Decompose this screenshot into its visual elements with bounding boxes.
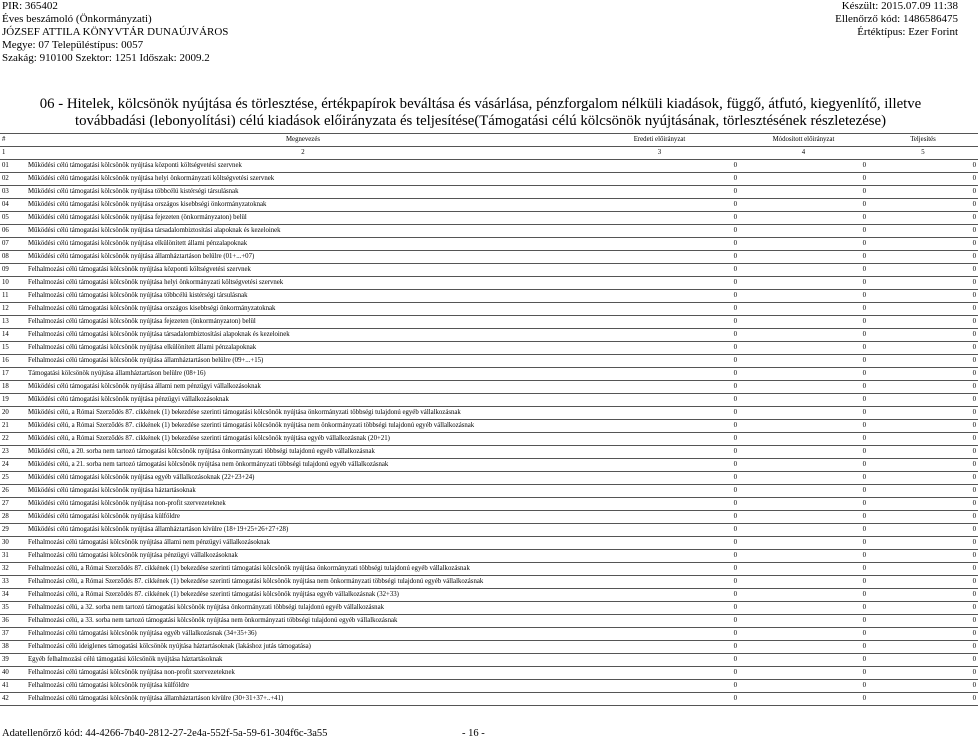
- row-modified: 0: [739, 511, 868, 524]
- table-row: [0, 381, 978, 394]
- row-number: 08: [0, 251, 26, 264]
- row-number: 25: [0, 472, 26, 485]
- row-name: Felhalmozási célú támogatási kölcsönök nyújtása fejezeten (önkormányzaton) belül: [26, 316, 580, 329]
- row-actual: 0: [868, 251, 978, 264]
- row-actual: 0: [868, 654, 978, 667]
- table-row: [0, 680, 978, 693]
- row-original: 0: [580, 160, 739, 173]
- col-number-4: 4: [739, 147, 868, 160]
- row-name: Felhalmozási célú támogatási kölcsönök nyújtása állami nem pénzügyi vállalkozásoknak: [26, 537, 580, 550]
- row-original: 0: [580, 316, 739, 329]
- row-original: 0: [580, 485, 739, 498]
- row-original: 0: [580, 680, 739, 693]
- row-name: Felhalmozási célú, a Római Szerződés 87. cikkének (1) bekezdése szerinti támogatási kölcsönök nyújtása egyéb vállalkozásnak (32+33): [26, 589, 580, 602]
- table-row: [0, 290, 978, 303]
- row-modified: 0: [739, 160, 868, 173]
- row-name: Felhalmozási célú, a Római Szerződés 87. cikkének (1) bekezdése szerinti támogatási kölcsönök nyújtása nem önkormányzati többségi tulajdonú egyéb vállalkozásnak: [26, 576, 580, 589]
- row-actual: 0: [868, 225, 978, 238]
- row-modified: 0: [739, 290, 868, 303]
- row-number: 34: [0, 589, 26, 602]
- row-actual: 0: [868, 342, 978, 355]
- row-original: 0: [580, 381, 739, 394]
- row-actual: 0: [868, 368, 978, 381]
- row-actual: 0: [868, 680, 978, 693]
- table-row: [0, 641, 978, 654]
- row-modified: 0: [739, 420, 868, 433]
- row-modified: 0: [739, 654, 868, 667]
- table-row: [0, 654, 978, 667]
- row-name: Működési célú támogatási kölcsönök nyújtása fejezeten (önkormányzaton) belül: [26, 212, 580, 225]
- row-actual: 0: [868, 563, 978, 576]
- row-actual: 0: [868, 628, 978, 641]
- row-number: 26: [0, 485, 26, 498]
- row-modified: 0: [739, 615, 868, 628]
- row-original: 0: [580, 173, 739, 186]
- row-actual: 0: [868, 381, 978, 394]
- row-actual: 0: [868, 667, 978, 680]
- table-row: [0, 407, 978, 420]
- row-modified: 0: [739, 277, 868, 290]
- row-name: Felhalmozási célú támogatási kölcsönök nyújtása társadalombiztosítási alapoknak és kezeloinek: [26, 329, 580, 342]
- row-number: 23: [0, 446, 26, 459]
- row-number: 36: [0, 615, 26, 628]
- row-name: Működési célú támogatási kölcsönök nyújtása állami nem pénzügyi vállalkozásoknak: [26, 381, 580, 394]
- table-row: [0, 251, 978, 264]
- row-original: 0: [580, 251, 739, 264]
- table-row: [0, 160, 978, 173]
- row-name: Felhalmozási célú támogatási kölcsönök nyújtása államháztartáson belülre (09+...+15): [26, 355, 580, 368]
- row-modified: 0: [739, 238, 868, 251]
- table-row: [0, 433, 978, 446]
- table-row: [0, 472, 978, 485]
- table-row: [0, 277, 978, 290]
- row-name: Működési célú támogatási kölcsönök nyújtása országos kisebbségi önkormányzatoknak: [26, 199, 580, 212]
- row-original: 0: [580, 667, 739, 680]
- table-row: [0, 459, 978, 472]
- row-original: 0: [580, 186, 739, 199]
- row-modified: 0: [739, 680, 868, 693]
- table-row: [0, 303, 978, 316]
- row-number: 06: [0, 225, 26, 238]
- row-actual: 0: [868, 212, 978, 225]
- value-type-line: Értéktípus: Ezer Forint: [857, 26, 958, 38]
- row-modified: 0: [739, 316, 868, 329]
- table-row: [0, 524, 978, 537]
- row-name: Működési célú, a Római Szerződés 87. cikkének (1) bekezdése szerinti támogatási kölcsönök nyújtása egyéb vállalkozásnak (20+21): [26, 433, 580, 446]
- row-modified: 0: [739, 264, 868, 277]
- row-number: 14: [0, 329, 26, 342]
- table-row: [0, 602, 978, 615]
- row-name: Működési célú támogatási kölcsönök nyújtása háztartásoknak: [26, 485, 580, 498]
- row-original: 0: [580, 537, 739, 550]
- row-modified: 0: [739, 173, 868, 186]
- row-name: Felhalmozási célú támogatási kölcsönök nyújtása központi költségvetési szervnek: [26, 264, 580, 277]
- row-modified: 0: [739, 303, 868, 316]
- table-row: [0, 199, 978, 212]
- row-number: 21: [0, 420, 26, 433]
- row-actual: 0: [868, 433, 978, 446]
- column-number-row: [0, 147, 978, 160]
- row-number: 27: [0, 498, 26, 511]
- table-row: [0, 212, 978, 225]
- table-row: [0, 368, 978, 381]
- row-number: 11: [0, 290, 26, 303]
- row-original: 0: [580, 511, 739, 524]
- table-row: [0, 667, 978, 680]
- row-number: 28: [0, 511, 26, 524]
- row-modified: 0: [739, 602, 868, 615]
- col-number-3: 3: [580, 147, 739, 160]
- table-row: [0, 511, 978, 524]
- row-number: 03: [0, 186, 26, 199]
- row-modified: 0: [739, 563, 868, 576]
- row-number: 17: [0, 368, 26, 381]
- row-actual: 0: [868, 459, 978, 472]
- row-number: 22: [0, 433, 26, 446]
- row-actual: 0: [868, 602, 978, 615]
- created-line: Készült: 2015.07.09 11:38: [841, 0, 958, 12]
- row-modified: 0: [739, 498, 868, 511]
- row-actual: 0: [868, 199, 978, 212]
- row-name: Működési célú támogatási kölcsönök nyújtása egyéb vállalkozásoknak (22+23+24): [26, 472, 580, 485]
- row-original: 0: [580, 303, 739, 316]
- row-modified: 0: [739, 342, 868, 355]
- row-number: 10: [0, 277, 26, 290]
- row-actual: 0: [868, 173, 978, 186]
- row-name: Működési célú támogatási kölcsönök nyújtása államháztartáson belülre (01+...+07): [26, 251, 580, 264]
- table-row: [0, 316, 978, 329]
- row-number: 07: [0, 238, 26, 251]
- row-original: 0: [580, 329, 739, 342]
- row-name: Működési célú támogatási kölcsönök nyújtása társadalombiztosítási alapoknak és kezeloinek: [26, 225, 580, 238]
- col-number-2: 2: [26, 147, 580, 160]
- row-original: 0: [580, 654, 739, 667]
- row-actual: 0: [868, 641, 978, 654]
- row-original: 0: [580, 212, 739, 225]
- pir-line: PIR: 365402: [2, 0, 58, 12]
- row-modified: 0: [739, 212, 868, 225]
- table-row: [0, 173, 978, 186]
- table-row: [0, 615, 978, 628]
- row-number: 20: [0, 407, 26, 420]
- row-actual: 0: [868, 186, 978, 199]
- row-original: 0: [580, 277, 739, 290]
- row-modified: 0: [739, 199, 868, 212]
- table-row: [0, 329, 978, 342]
- row-name: Felhalmozási célú támogatási kölcsönök nyújtása non-profit szervezeteknek: [26, 667, 580, 680]
- row-modified: 0: [739, 550, 868, 563]
- row-modified: 0: [739, 251, 868, 264]
- row-number: 30: [0, 537, 26, 550]
- row-actual: 0: [868, 498, 978, 511]
- row-original: 0: [580, 602, 739, 615]
- row-name: Felhalmozási célú támogatási kölcsönök nyújtása helyi önkormányzati költségvetési szervnek: [26, 277, 580, 290]
- table-row: [0, 589, 978, 602]
- col-header-name: Megnevezés: [26, 134, 580, 147]
- row-original: 0: [580, 368, 739, 381]
- table-header-row: [0, 134, 978, 147]
- row-name: Felhalmozási célú támogatási kölcsönök nyújtása államháztartáson kívülre (30+31+37+..+41): [26, 693, 580, 706]
- row-actual: 0: [868, 264, 978, 277]
- row-actual: 0: [868, 615, 978, 628]
- table-row: [0, 186, 978, 199]
- row-name: Felhalmozási célú támogatási kölcsönök nyújtása pénzügyi vállalkozásoknak: [26, 550, 580, 563]
- col-header-actual: Teljesítés: [868, 134, 978, 147]
- row-original: 0: [580, 576, 739, 589]
- row-name: Támogatási kölcsönök nyújtása államháztartáson belülre (08+16): [26, 368, 580, 381]
- row-actual: 0: [868, 550, 978, 563]
- row-actual: 0: [868, 394, 978, 407]
- row-modified: 0: [739, 589, 868, 602]
- row-actual: 0: [868, 589, 978, 602]
- row-name: Működési célú, a Római Szerződés 87. cikkének (1) bekezdése szerinti támogatási kölcsönök nyújtása nem önkormányzati többségi tulajdonú egyéb vállalkozásnak: [26, 420, 580, 433]
- col-number-5: 5: [868, 147, 978, 160]
- row-number: 39: [0, 654, 26, 667]
- row-actual: 0: [868, 355, 978, 368]
- report-type-line: Éves beszámoló (Önkormányzati): [2, 13, 152, 25]
- row-number: 19: [0, 394, 26, 407]
- row-name: Felhalmozási célú támogatási kölcsönök nyújtása országos kisebbségi önkormányzatoknak: [26, 303, 580, 316]
- row-actual: 0: [868, 485, 978, 498]
- row-actual: 0: [868, 511, 978, 524]
- row-modified: 0: [739, 693, 868, 706]
- row-modified: 0: [739, 407, 868, 420]
- table-row: [0, 498, 978, 511]
- row-number: 15: [0, 342, 26, 355]
- row-number: 24: [0, 459, 26, 472]
- row-number: 09: [0, 264, 26, 277]
- row-original: 0: [580, 459, 739, 472]
- table-row: [0, 485, 978, 498]
- report-header-right: [835, 0, 958, 39]
- row-modified: 0: [739, 381, 868, 394]
- row-actual: 0: [868, 238, 978, 251]
- row-number: 16: [0, 355, 26, 368]
- row-actual: 0: [868, 303, 978, 316]
- row-name: Működési célú támogatási kölcsönök nyújtása központi költségvetési szervnek: [26, 160, 580, 173]
- row-original: 0: [580, 498, 739, 511]
- table-row: [0, 342, 978, 355]
- row-modified: 0: [739, 329, 868, 342]
- row-original: 0: [580, 589, 739, 602]
- row-modified: 0: [739, 537, 868, 550]
- row-number: 05: [0, 212, 26, 225]
- row-actual: 0: [868, 420, 978, 433]
- row-original: 0: [580, 420, 739, 433]
- table-row: [0, 420, 978, 433]
- row-number: 04: [0, 199, 26, 212]
- col-header-modified: Módosított előirányzat: [739, 134, 868, 147]
- table-row: [0, 394, 978, 407]
- row-name: Felhalmozási célú támogatási kölcsönök nyújtása egyéb vállalkozásnak (34+35+36): [26, 628, 580, 641]
- row-modified: 0: [739, 459, 868, 472]
- row-name: Működési célú támogatási kölcsönök nyújtása non-profit szervezeteknek: [26, 498, 580, 511]
- row-number: 02: [0, 173, 26, 186]
- county-line: Megye: 07 Településtípus: 0057: [2, 39, 144, 51]
- row-number: 35: [0, 602, 26, 615]
- row-number: 37: [0, 628, 26, 641]
- row-modified: 0: [739, 628, 868, 641]
- table-row: [0, 550, 978, 563]
- row-actual: 0: [868, 277, 978, 290]
- row-original: 0: [580, 628, 739, 641]
- row-modified: 0: [739, 433, 868, 446]
- table-row: [0, 563, 978, 576]
- table-row: [0, 537, 978, 550]
- table-row: [0, 225, 978, 238]
- report-header-left: [2, 0, 228, 65]
- row-name: Működési célú támogatási kölcsönök nyújtása államháztartáson kívülre (18+19+25+26+27+28): [26, 524, 580, 537]
- row-original: 0: [580, 641, 739, 654]
- table-body: [0, 160, 978, 706]
- row-actual: 0: [868, 472, 978, 485]
- row-name: Felhalmozási célú ideiglenes támogatási kölcsönök nyújtása háztartásoknak (lakáshoz jutás támogatása): [26, 641, 580, 654]
- page-number: - 16 -: [462, 728, 485, 739]
- row-name: Felhalmozási célú támogatási kölcsönök nyújtása elkülönített állami pénzalapoknak: [26, 342, 580, 355]
- row-modified: 0: [739, 225, 868, 238]
- row-actual: 0: [868, 407, 978, 420]
- row-actual: 0: [868, 160, 978, 173]
- row-original: 0: [580, 264, 739, 277]
- row-modified: 0: [739, 186, 868, 199]
- row-modified: 0: [739, 524, 868, 537]
- row-original: 0: [580, 563, 739, 576]
- table-row: [0, 628, 978, 641]
- row-name: Működési célú támogatási kölcsönök nyújtása pénzügyi vállalkozásoknak: [26, 394, 580, 407]
- row-actual: 0: [868, 290, 978, 303]
- row-name: Felhalmozási célú, a 32. sorba nem tartozó támogatási kölcsönök nyújtása önkormányzati többségi tulajdonú egyéb vállalkozásnak: [26, 602, 580, 615]
- row-name: Egyéb felhalmozási célú támogatási kölcsönök nyújtása háztartásoknak: [26, 654, 580, 667]
- report-title: 06 - Hitelek, kölcsönök nyújtása és törlesztése, értékpapírok beváltása és vásárlása, pénzforgalom nélküli kiadások, függő, átfutó, kiegyenlítő, illetve továbbadási (lebonyolítási) célú kiadások előirányzata és teljesítése(Támogatási célú kölcsönök nyújtásának, törlesztésének részletezése): [39, 96, 922, 129]
- row-actual: 0: [868, 537, 978, 550]
- row-number: 31: [0, 550, 26, 563]
- row-original: 0: [580, 394, 739, 407]
- row-original: 0: [580, 225, 739, 238]
- row-name: Működési célú, a Római Szerződés 87. cikkének (1) bekezdése szerinti támogatási kölcsönök nyújtása önkormányzati többségi tulajdonú egyéb vállalkozásnak: [26, 407, 580, 420]
- row-number: 42: [0, 693, 26, 706]
- row-name: Működési célú, a 21. sorba nem tartozó támogatási kölcsönök nyújtása nem önkormányzati többségi tulajdonú egyéb vállalkozásnak: [26, 459, 580, 472]
- row-actual: 0: [868, 693, 978, 706]
- row-number: 32: [0, 563, 26, 576]
- row-number: 12: [0, 303, 26, 316]
- row-number: 29: [0, 524, 26, 537]
- row-name: Felhalmozási célú támogatási kölcsönök nyújtása többcélú kistérségi társulásnak: [26, 290, 580, 303]
- table-row: [0, 264, 978, 277]
- row-number: 13: [0, 316, 26, 329]
- row-original: 0: [580, 433, 739, 446]
- row-original: 0: [580, 238, 739, 251]
- row-modified: 0: [739, 576, 868, 589]
- row-original: 0: [580, 693, 739, 706]
- row-original: 0: [580, 342, 739, 355]
- row-number: 18: [0, 381, 26, 394]
- row-name: Működési célú támogatási kölcsönök nyújtása többcélú kistérségi társulásnak: [26, 186, 580, 199]
- row-number: 01: [0, 160, 26, 173]
- row-name: Működési célú, a 20. sorba nem tartozó támogatási kölcsönök nyújtása önkormányzati többségi tulajdonú egyéb vállalkozásnak: [26, 446, 580, 459]
- row-name: Működési célú támogatási kölcsönök nyújtása elkülönített állami pénzalapoknak: [26, 238, 580, 251]
- table-row: [0, 238, 978, 251]
- row-actual: 0: [868, 524, 978, 537]
- row-number: 38: [0, 641, 26, 654]
- row-actual: 0: [868, 329, 978, 342]
- check-code-line: Ellenőrző kód: 1486586475: [835, 13, 958, 25]
- row-modified: 0: [739, 472, 868, 485]
- row-original: 0: [580, 472, 739, 485]
- row-modified: 0: [739, 641, 868, 654]
- row-original: 0: [580, 615, 739, 628]
- table-row: [0, 446, 978, 459]
- row-modified: 0: [739, 368, 868, 381]
- row-original: 0: [580, 407, 739, 420]
- row-actual: 0: [868, 316, 978, 329]
- table-row: [0, 355, 978, 368]
- row-original: 0: [580, 355, 739, 368]
- row-number: 40: [0, 667, 26, 680]
- row-number: 33: [0, 576, 26, 589]
- row-name: Működési célú támogatási kölcsönök nyújtása külföldre: [26, 511, 580, 524]
- row-modified: 0: [739, 394, 868, 407]
- row-original: 0: [580, 524, 739, 537]
- row-name: Felhalmozási célú támogatási kölcsönök nyújtása külföldre: [26, 680, 580, 693]
- row-name: Felhalmozási célú, a 33. sorba nem tartozó támogatási kölcsönök nyújtása nem önkormányzati többségi tulajdonú egyéb vállalkozásnak: [26, 615, 580, 628]
- row-modified: 0: [739, 667, 868, 680]
- row-name: Működési célú támogatási kölcsönök nyújtása helyi önkormányzati költségvetési szervnek: [26, 173, 580, 186]
- row-modified: 0: [739, 446, 868, 459]
- row-modified: 0: [739, 355, 868, 368]
- row-original: 0: [580, 446, 739, 459]
- table-row: [0, 576, 978, 589]
- row-modified: 0: [739, 485, 868, 498]
- row-original: 0: [580, 199, 739, 212]
- table-row: [0, 693, 978, 706]
- col-number-1: 1: [0, 147, 26, 160]
- sector-line: Szakág: 910100 Szektor: 1251 Időszak: 2009.2: [2, 52, 210, 64]
- col-header-number: #: [0, 134, 26, 147]
- row-actual: 0: [868, 446, 978, 459]
- institution-line: JÓZSEF ATTILA KÖNYVTÁR DUNAÚJVÁROS: [2, 26, 229, 38]
- footer-check-code: Adatellenőrző kód: 44-4266-7b40-2812-27-2e4a-552f-5a-59-61-304f6c-3a55: [2, 728, 328, 739]
- row-actual: 0: [868, 576, 978, 589]
- row-original: 0: [580, 290, 739, 303]
- row-name: Felhalmozási célú, a Római Szerződés 87. cikkének (1) bekezdése szerinti támogatási kölcsönök nyújtása önkormányzati többségi tulajdonú egyéb vállalkozásnak: [26, 563, 580, 576]
- row-number: 41: [0, 680, 26, 693]
- loans-table: [0, 133, 978, 706]
- row-original: 0: [580, 550, 739, 563]
- col-header-original: Eredeti előirányzat: [580, 134, 739, 147]
